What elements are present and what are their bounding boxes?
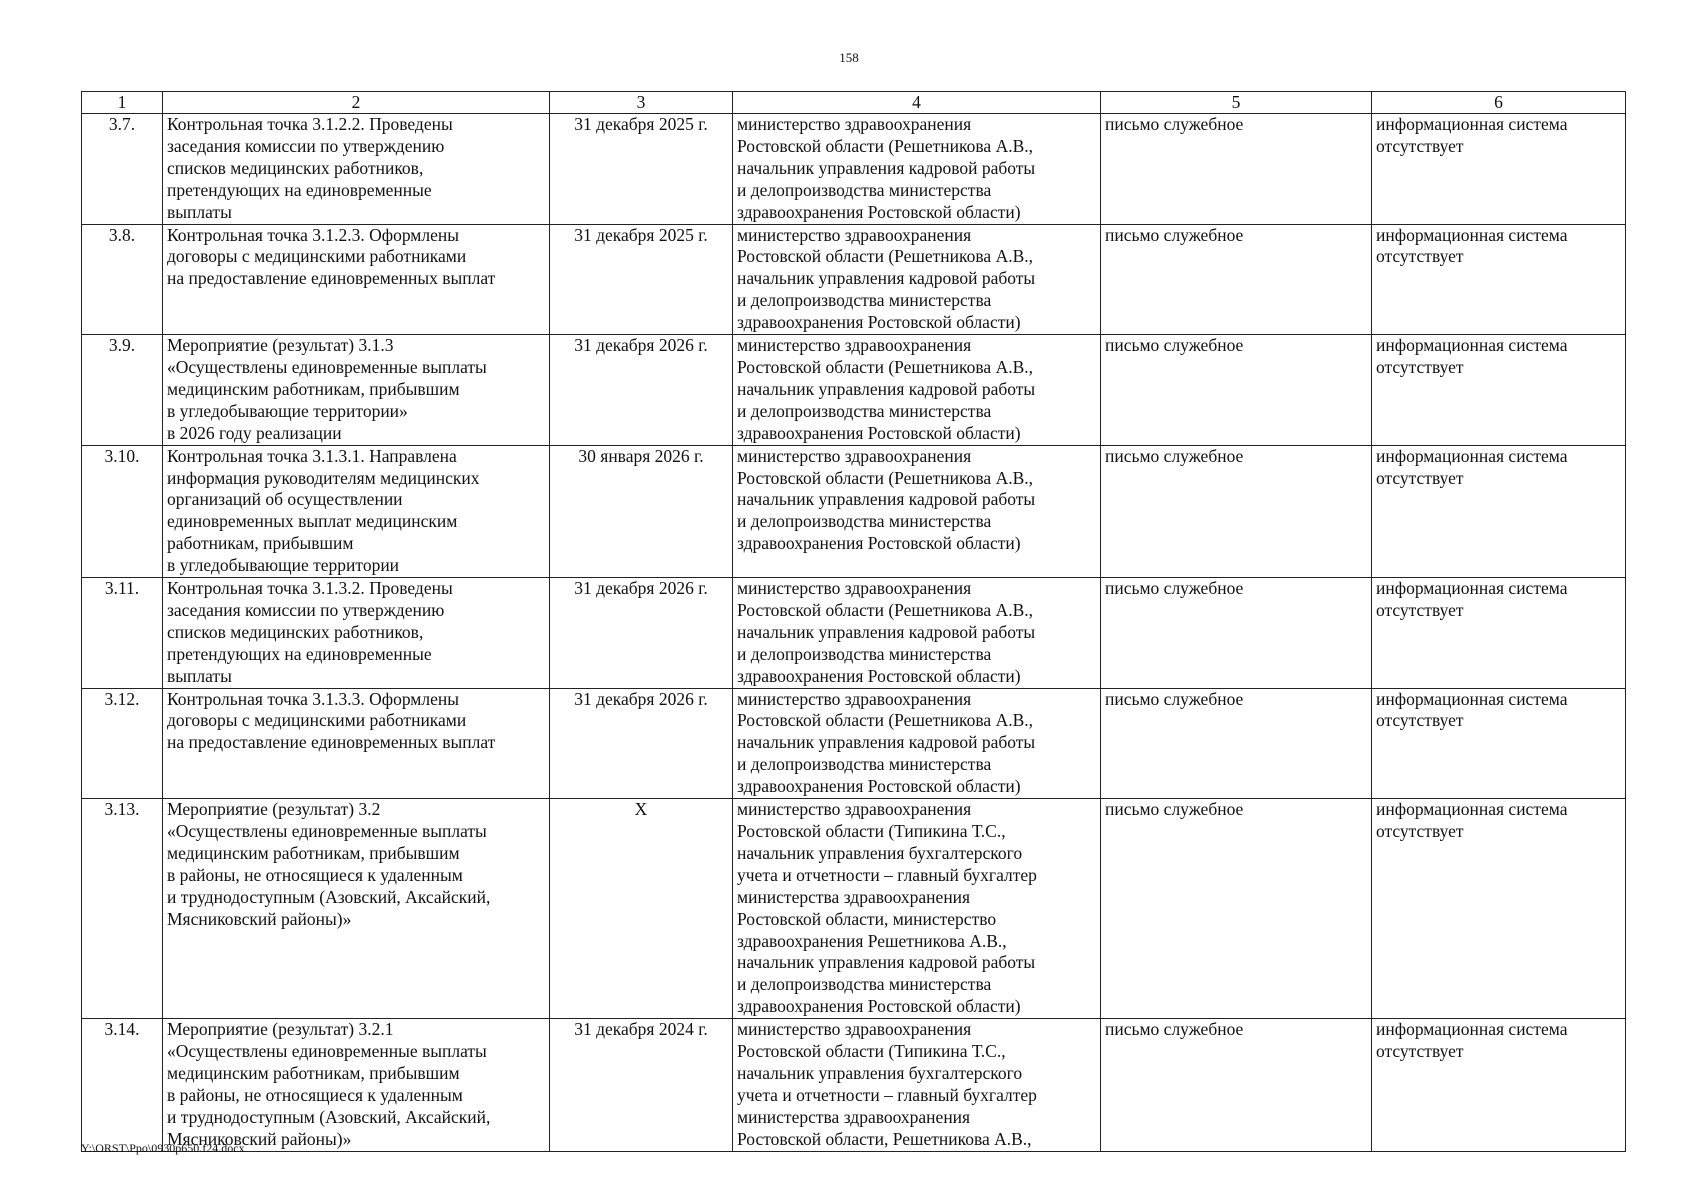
deadline-cell: 31 декабря 2026 г. bbox=[550, 335, 733, 446]
document-type-cell: письмо служебное bbox=[1101, 445, 1372, 577]
deadline-cell: Х bbox=[550, 799, 733, 1019]
info-system-line: отсутствует bbox=[1376, 246, 1464, 267]
row-number-cell: 3.10. bbox=[82, 445, 163, 577]
responsible-line: Ростовской области (Решетникова А.В., bbox=[737, 467, 1034, 488]
responsible-line: и делопроизводства министерства bbox=[737, 179, 992, 200]
footer-file-path: Y:\ORST\Ppo\0930p650.f24.docx bbox=[81, 1141, 245, 1155]
header-col-6: 6 bbox=[1372, 92, 1626, 114]
row-number-cell: 3.14. bbox=[82, 1019, 163, 1151]
responsible-line: и делопроизводства министерства bbox=[737, 754, 992, 775]
event-name-cell bbox=[163, 578, 550, 689]
event-name-line: заседания комиссии по утверждению bbox=[167, 599, 445, 620]
info-system-line: информационная система bbox=[1376, 578, 1568, 599]
responsible-line: учета и отчетности – главный бухгалтер bbox=[737, 864, 1037, 885]
responsible-cell bbox=[733, 688, 1101, 799]
event-name-cell bbox=[163, 1019, 550, 1151]
info-system-line: отсутствует bbox=[1376, 599, 1464, 620]
event-name-line: списков медицинских работников, bbox=[167, 157, 424, 178]
responsible-line: Ростовской области (Типикина Т.С., bbox=[737, 821, 1006, 841]
responsible-line: начальник управления кадровой работы bbox=[737, 157, 1036, 178]
header-col-4: 4 bbox=[733, 92, 1101, 114]
table-row bbox=[82, 688, 1626, 799]
event-name-line: договоры с медицинскими работниками bbox=[167, 710, 467, 731]
event-name-line: Контрольная точка 3.1.2.2. Проведены bbox=[167, 114, 453, 134]
header-col-2: 2 bbox=[163, 92, 550, 114]
event-name-line: «Осуществлены единовременные выплаты bbox=[167, 1041, 487, 1062]
table-row bbox=[82, 799, 1626, 1019]
responsible-line: Ростовской области, Решетникова А.В., bbox=[737, 1128, 1032, 1149]
info-system-line: информационная система bbox=[1376, 114, 1568, 134]
info-system-line: отсутствует bbox=[1376, 710, 1464, 731]
responsible-line: министерство здравоохранения bbox=[737, 224, 972, 245]
info-system-line: отсутствует bbox=[1376, 1041, 1464, 1062]
info-system-line: информационная система bbox=[1376, 1019, 1568, 1040]
info-system-line: отсутствует bbox=[1376, 467, 1464, 488]
header-col-1: 1 bbox=[82, 92, 163, 114]
responsible-line: министерство здравоохранения bbox=[737, 335, 972, 356]
event-name-line: Контрольная точка 3.1.3.1. Направлена bbox=[167, 445, 457, 466]
table-row bbox=[82, 335, 1626, 446]
responsible-cell bbox=[733, 799, 1101, 1019]
responsible-line: министерства здравоохранения bbox=[737, 1106, 971, 1127]
responsible-line: начальник управления кадровой работы bbox=[737, 621, 1036, 642]
info-system-line: информационная система bbox=[1376, 799, 1568, 820]
event-name-line: на предоставление единовременных выплат bbox=[167, 732, 496, 753]
event-name-line: Мясниковский районы)» bbox=[167, 1128, 352, 1149]
event-name-line: Мероприятие (результат) 3.2.1 bbox=[167, 1019, 394, 1040]
info-system-cell bbox=[1372, 335, 1626, 446]
info-system-cell bbox=[1372, 224, 1626, 335]
event-name-line: медицинским работникам, прибывшим bbox=[167, 378, 460, 399]
info-system-line: отсутствует bbox=[1376, 821, 1464, 841]
responsible-line: Ростовской области (Решетникова А.В., bbox=[737, 356, 1034, 377]
table-row bbox=[82, 445, 1626, 577]
info-system-line: информационная система bbox=[1376, 688, 1568, 709]
responsible-cell bbox=[733, 114, 1101, 225]
responsible-line: начальник управления бухгалтерского bbox=[737, 1062, 1023, 1083]
responsible-line: здравоохранения Ростовской области) bbox=[737, 312, 1021, 333]
event-name-line: работникам, прибывшим bbox=[167, 533, 354, 554]
event-name-line: «Осуществлены единовременные выплаты bbox=[167, 821, 487, 841]
responsible-line: министерство здравоохранения bbox=[737, 578, 972, 599]
responsible-cell bbox=[733, 224, 1101, 335]
responsible-line: и делопроизводства министерства bbox=[737, 290, 992, 311]
document-type-cell: письмо служебное bbox=[1101, 335, 1372, 446]
table-row bbox=[82, 224, 1626, 335]
responsible-line: и делопроизводства министерства bbox=[737, 400, 992, 421]
row-number-cell: 3.13. bbox=[82, 799, 163, 1019]
document-type-cell: письмо служебное bbox=[1101, 1019, 1372, 1151]
header-col-3: 3 bbox=[550, 92, 733, 114]
event-name-line: в районы, не относящиеся к удаленным bbox=[167, 864, 463, 885]
document-type-cell: письмо служебное bbox=[1101, 799, 1372, 1019]
table-body bbox=[82, 114, 1626, 1152]
responsible-line: начальник управления кадровой работы bbox=[737, 952, 1036, 973]
event-name-line: претендующих на единовременные bbox=[167, 643, 432, 664]
responsible-line: здравоохранения Ростовской области) bbox=[737, 776, 1021, 797]
event-name-line: в районы, не относящиеся к удаленным bbox=[167, 1084, 463, 1105]
event-name-line: Мероприятие (результат) 3.1.3 bbox=[167, 335, 394, 356]
event-name-line: договоры с медицинскими работниками bbox=[167, 246, 467, 267]
document-type-cell: письмо служебное bbox=[1101, 688, 1372, 799]
responsible-line: министерство здравоохранения bbox=[737, 1019, 972, 1040]
responsible-line: министерство здравоохранения bbox=[737, 688, 972, 709]
event-name-line: и труднодоступным (Азовский, Аксайский, bbox=[167, 1106, 491, 1127]
event-name-line: Контрольная точка 3.1.3.2. Проведены bbox=[167, 578, 453, 599]
responsible-line: Ростовской области (Решетникова А.В., bbox=[737, 246, 1034, 267]
responsible-line: начальник управления кадровой работы bbox=[737, 268, 1036, 289]
event-name-line: в угледобывающие территории bbox=[167, 555, 400, 576]
event-name-line: информация руководителям медицинских bbox=[167, 467, 480, 488]
event-name-cell bbox=[163, 224, 550, 335]
responsible-line: начальник управления кадровой работы bbox=[737, 489, 1036, 510]
responsible-line: учета и отчетности – главный бухгалтер bbox=[737, 1084, 1037, 1105]
responsible-line: Ростовской области (Решетникова А.В., bbox=[737, 135, 1034, 156]
event-name-line: Мероприятие (результат) 3.2 bbox=[167, 799, 381, 820]
responsible-line: министерства здравоохранения bbox=[737, 886, 971, 907]
event-name-line: выплаты bbox=[167, 201, 232, 222]
schedule-table bbox=[81, 91, 1626, 1152]
deadline-cell: 31 декабря 2024 г. bbox=[550, 1019, 733, 1151]
responsible-cell bbox=[733, 1019, 1101, 1151]
event-name-line: в угледобывающие территории» bbox=[167, 400, 408, 421]
event-name-line: претендующих на единовременные bbox=[167, 179, 432, 200]
header-row bbox=[82, 92, 1626, 114]
table-row bbox=[82, 114, 1626, 225]
deadline-cell: 31 декабря 2025 г. bbox=[550, 114, 733, 225]
responsible-line: здравоохранения Ростовской области) bbox=[737, 201, 1021, 222]
info-system-cell bbox=[1372, 114, 1626, 225]
responsible-line: начальник управления бухгалтерского bbox=[737, 842, 1023, 863]
deadline-cell: 31 декабря 2026 г. bbox=[550, 688, 733, 799]
document-type-cell: письмо служебное bbox=[1101, 114, 1372, 225]
responsible-line: министерство здравоохранения bbox=[737, 114, 972, 134]
responsible-line: и делопроизводства министерства bbox=[737, 643, 992, 664]
responsible-line: Ростовской области (Решетникова А.В., bbox=[737, 710, 1034, 731]
responsible-line: министерство здравоохранения bbox=[737, 799, 972, 820]
info-system-line: отсутствует bbox=[1376, 135, 1464, 156]
event-name-cell bbox=[163, 799, 550, 1019]
responsible-cell bbox=[733, 578, 1101, 689]
deadline-cell: 31 декабря 2026 г. bbox=[550, 578, 733, 689]
responsible-line: здравоохранения Ростовской области) bbox=[737, 533, 1021, 554]
row-number-cell: 3.8. bbox=[82, 224, 163, 335]
event-name-line: организаций об осуществлении bbox=[167, 489, 403, 510]
event-name-cell bbox=[163, 688, 550, 799]
info-system-cell bbox=[1372, 1019, 1626, 1151]
responsible-cell bbox=[733, 335, 1101, 446]
event-name-line: Мясниковский районы)» bbox=[167, 908, 352, 929]
event-name-line: в 2026 году реализации bbox=[167, 422, 342, 443]
row-number-cell: 3.11. bbox=[82, 578, 163, 689]
responsible-line: и делопроизводства министерства bbox=[737, 511, 992, 532]
responsible-line: здравоохранения Ростовской области) bbox=[737, 665, 1021, 686]
document-type-cell: письмо служебное bbox=[1101, 224, 1372, 335]
page-number: 158 bbox=[839, 50, 859, 65]
event-name-line: и труднодоступным (Азовский, Аксайский, bbox=[167, 886, 491, 907]
info-system-line: отсутствует bbox=[1376, 356, 1464, 377]
event-name-line: списков медицинских работников, bbox=[167, 621, 424, 642]
responsible-line: здравоохранения Ростовской области) bbox=[737, 422, 1021, 443]
event-name-line: медицинским работникам, прибывшим bbox=[167, 1062, 460, 1083]
info-system-line: информационная система bbox=[1376, 224, 1568, 245]
info-system-line: информационная система bbox=[1376, 445, 1568, 466]
event-name-cell bbox=[163, 445, 550, 577]
responsible-line: Ростовской области (Решетникова А.В., bbox=[737, 599, 1034, 620]
event-name-cell bbox=[163, 335, 550, 446]
row-number-cell: 3.9. bbox=[82, 335, 163, 446]
responsible-line: Ростовской области, министерство bbox=[737, 908, 997, 929]
table-row bbox=[82, 1019, 1626, 1151]
event-name-line: медицинским работникам, прибывшим bbox=[167, 842, 460, 863]
responsible-line: министерство здравоохранения bbox=[737, 445, 972, 466]
info-system-line: информационная система bbox=[1376, 335, 1568, 356]
document-type-cell: письмо служебное bbox=[1101, 578, 1372, 689]
responsible-line: и делопроизводства министерства bbox=[737, 974, 992, 995]
info-system-cell bbox=[1372, 799, 1626, 1019]
header-col-5: 5 bbox=[1101, 92, 1372, 114]
deadline-cell: 31 декабря 2025 г. bbox=[550, 224, 733, 335]
responsible-line: начальник управления кадровой работы bbox=[737, 732, 1036, 753]
event-name-line: заседания комиссии по утверждению bbox=[167, 135, 445, 156]
responsible-line: здравоохранения Ростовской области) bbox=[737, 996, 1021, 1017]
table-row bbox=[82, 578, 1626, 689]
event-name-line: «Осуществлены единовременные выплаты bbox=[167, 356, 487, 377]
info-system-cell bbox=[1372, 688, 1626, 799]
responsible-line: начальник управления кадровой работы bbox=[737, 378, 1036, 399]
responsible-line: Ростовской области (Типикина Т.С., bbox=[737, 1041, 1006, 1062]
row-number-cell: 3.7. bbox=[82, 114, 163, 225]
responsible-cell bbox=[733, 445, 1101, 577]
row-number-cell: 3.12. bbox=[82, 688, 163, 799]
info-system-cell bbox=[1372, 445, 1626, 577]
event-name-line: Контрольная точка 3.1.2.3. Оформлены bbox=[167, 224, 459, 245]
event-name-line: на предоставление единовременных выплат bbox=[167, 268, 496, 289]
info-system-cell bbox=[1372, 578, 1626, 689]
deadline-cell: 30 января 2026 г. bbox=[550, 445, 733, 577]
event-name-line: единовременных выплат медицинским bbox=[167, 511, 458, 532]
event-name-line: выплаты bbox=[167, 665, 232, 686]
event-name-cell bbox=[163, 114, 550, 225]
responsible-line: здравоохранения Решетникова А.В., bbox=[737, 930, 1007, 951]
event-name-line: Контрольная точка 3.1.3.3. Оформлены bbox=[167, 688, 459, 709]
